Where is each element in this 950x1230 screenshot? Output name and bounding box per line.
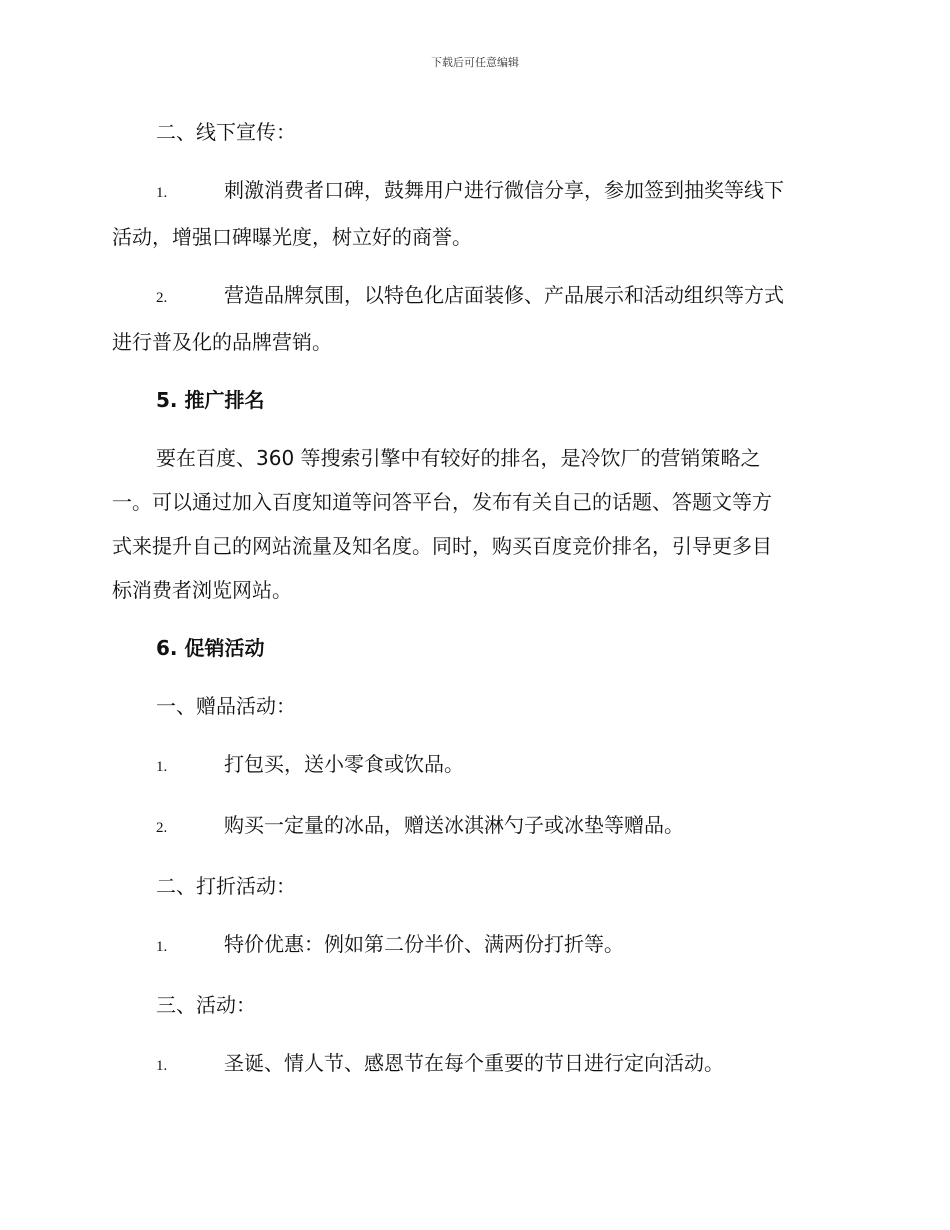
list-item-text: 营造品牌氛围，以特色化店面装修、产品展示和活动组织等方式 [224,283,784,307]
list-item-line [112,273,837,320]
promotion-heading: 6. 促销活动 [156,636,265,660]
list-item-text: 刺激消费者口碑，鼓舞用户进行微信分享，参加签到抽奖等线下 [224,178,784,202]
list-item-text: 购买一定量的冰品，赠送冰淇淋勺子或冰垫等赠品。 [224,813,684,837]
list-item-text: 圣诞、情人节、感恩节在每个重要的节日进行定向活动。 [224,1051,724,1075]
gift-item-1 [112,742,837,789]
list-item-text: 特价优惠：例如第二份半价、满两份打折等。 [224,932,624,956]
paragraph-line: 要在百度、360 等搜索引擎中有较好的排名，是冷饮厂的营销策略之 [156,446,761,470]
discount-item-1 [112,922,837,969]
event-item-1 [112,1041,837,1088]
list-item-continuation: 活动，增强口碑曝光度，树立好的商誉。 [112,225,472,249]
page-header: 下载后可任意编辑 [431,56,519,69]
gift-activity-title: 一、赠品活动： [156,694,296,718]
offline-item-2 [112,273,837,364]
list-number: 2. [156,820,168,836]
event-activity-title: 三、活动： [156,993,256,1017]
list-number: 2. [156,290,168,306]
list-item-line [112,168,837,215]
list-number: 1. [156,939,168,955]
paragraph-line: 一。可以通过加入百度知道等问答平台，发布有关自己的话题、答题文等方 [112,490,772,514]
ranking-paragraph [112,436,837,612]
paragraph-line: 式来提升自己的网站流量及知名度。同时，购买百度竞价排名，引导更多目 [112,534,772,558]
ranking-heading: 5. 推广排名 [156,388,265,412]
gift-item-2 [112,803,837,850]
document-body [112,110,837,1088]
list-number: 1. [156,759,168,775]
list-number: 1. [156,185,168,201]
list-item-continuation: 进行普及化的品牌营销。 [112,330,332,354]
offline-promo-title: 二、线下宣传： [156,120,296,144]
list-item-text: 打包买，送小零食或饮品。 [224,752,464,776]
list-number: 1. [156,1058,168,1074]
paragraph-line: 标消费者浏览网站。 [112,578,292,602]
offline-item-1 [112,168,837,259]
discount-activity-title: 二、打折活动： [156,874,296,898]
